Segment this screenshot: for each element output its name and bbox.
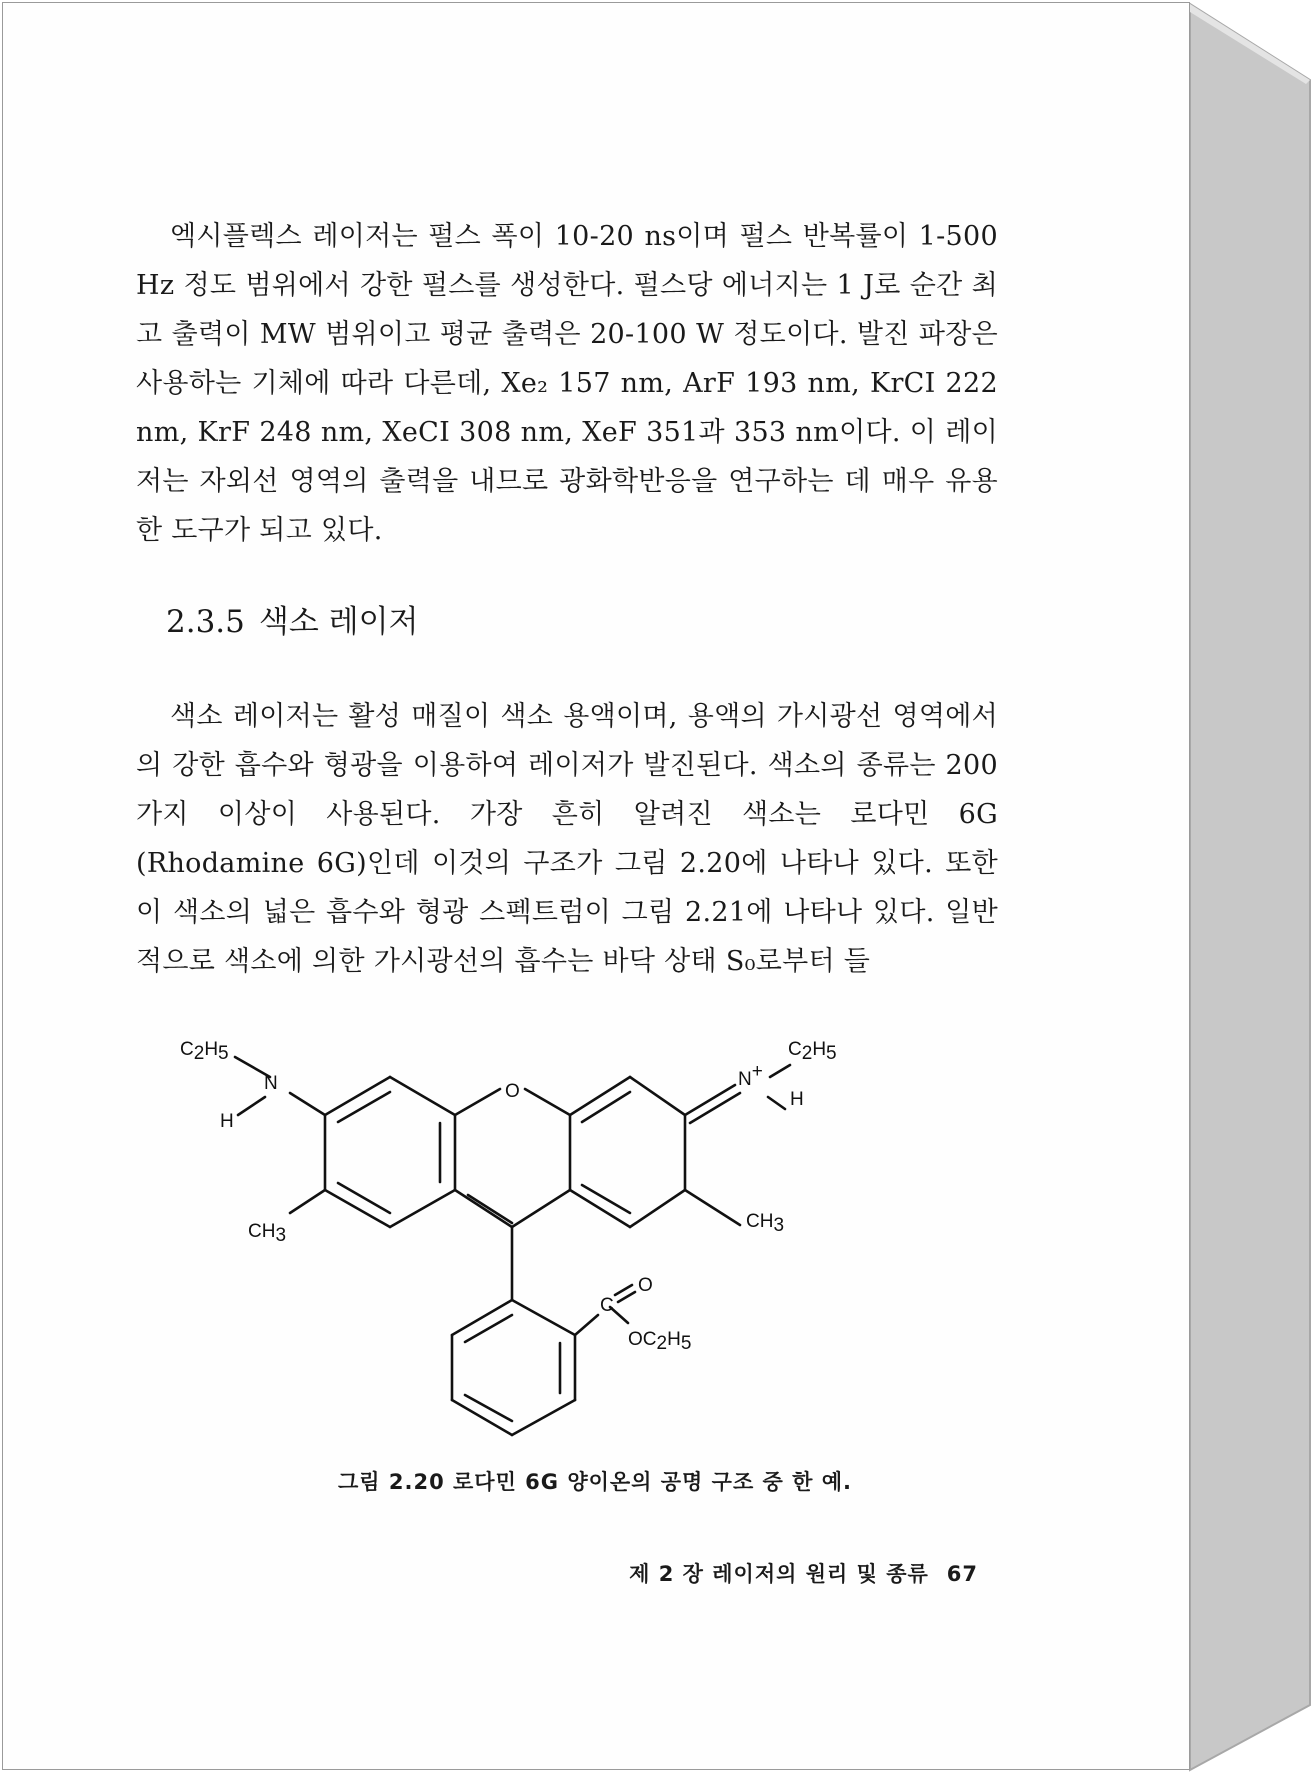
o-ring-label: O	[505, 1081, 520, 1102]
paragraph-excimer	[136, 212, 998, 555]
middle-ring-bonds	[455, 1089, 570, 1227]
paragraph-2-text: 색소 레이저는 활성 매질이 색소 용액이며, 용액의 가시광선 영역에서의 강한 흡수와 형광을 이용하여 레이저가 발진된다. 색소의 종류는 200가지 이상이 사용된다. 가장 흔히 알려진 색소는 로다민 6G (Rhodamine 6G)인데 이것의 구조가 그림 2.20에 나타나 있다. 또한 이 색소의 넓은 흡수와 형광 스펙트럼이 그림 2.21에 나타나 있다. 일반적으로 색소에 의한 가시광선의 흡수는 바닥 상태 S₀로부터 들	[136, 701, 998, 977]
right-ring-bonds	[570, 1077, 685, 1227]
footer-chapter: 제 2 장 레이저의 원리 및 종류	[629, 1562, 929, 1586]
c2h5-left-label: C2H5	[180, 1039, 229, 1064]
o-ester-label: O	[638, 1275, 653, 1296]
chemical-structure-diagram	[180, 1005, 980, 1445]
n-right-label: N+	[738, 1061, 763, 1090]
h-left-label: H	[220, 1111, 234, 1132]
paragraph-1-text: 엑시플렉스 레이저는 펄스 폭이 10-20 ns이며 펄스 반복률이 1-500 Hz 정도 범위에서 강한 펄스를 생성한다. 펄스당 에너지는 1 J로 순간 최고 출력이 MW 범위이고 평균 출력은 20-100 W 정도이다. 발진 파장은 사용하는 기체에 따라 다른데, Xe₂ 157 nm, ArF 193 nm, KrCI 222 nm, KrF 248 nm, XeCI 308 nm, XeF 351과 353 nm이다. 이 레이저는 자외선 영역의 출력을 내므로 광화학반응을 연구하는 데 매우 유용한 도구가 되고 있다.	[136, 221, 998, 546]
left-ring-bonds	[325, 1077, 455, 1227]
section-heading	[166, 596, 418, 641]
page-footer	[600, 1558, 978, 1588]
h-right-label: H	[790, 1089, 804, 1110]
n-left-label: N	[264, 1073, 278, 1094]
c2h5-right-label: C2H5	[788, 1039, 837, 1064]
oc2h5-label: OC2H5	[628, 1329, 692, 1354]
ch3-right-label: CH3	[746, 1211, 785, 1236]
c-ester-label: C	[600, 1295, 614, 1316]
paragraph-dye-laser	[136, 692, 998, 986]
section-number: 2.3.5	[166, 604, 245, 640]
ch3-left-label: CH3	[248, 1221, 287, 1246]
rhodamine-6g-structure-figure	[180, 1005, 980, 1445]
section-title: 색소 레이저	[258, 604, 419, 640]
page-number: 67	[946, 1562, 978, 1586]
figure-caption: 그림 2.20 로다민 6G 양이온의 공명 구조 중 한 예.	[337, 1470, 852, 1494]
